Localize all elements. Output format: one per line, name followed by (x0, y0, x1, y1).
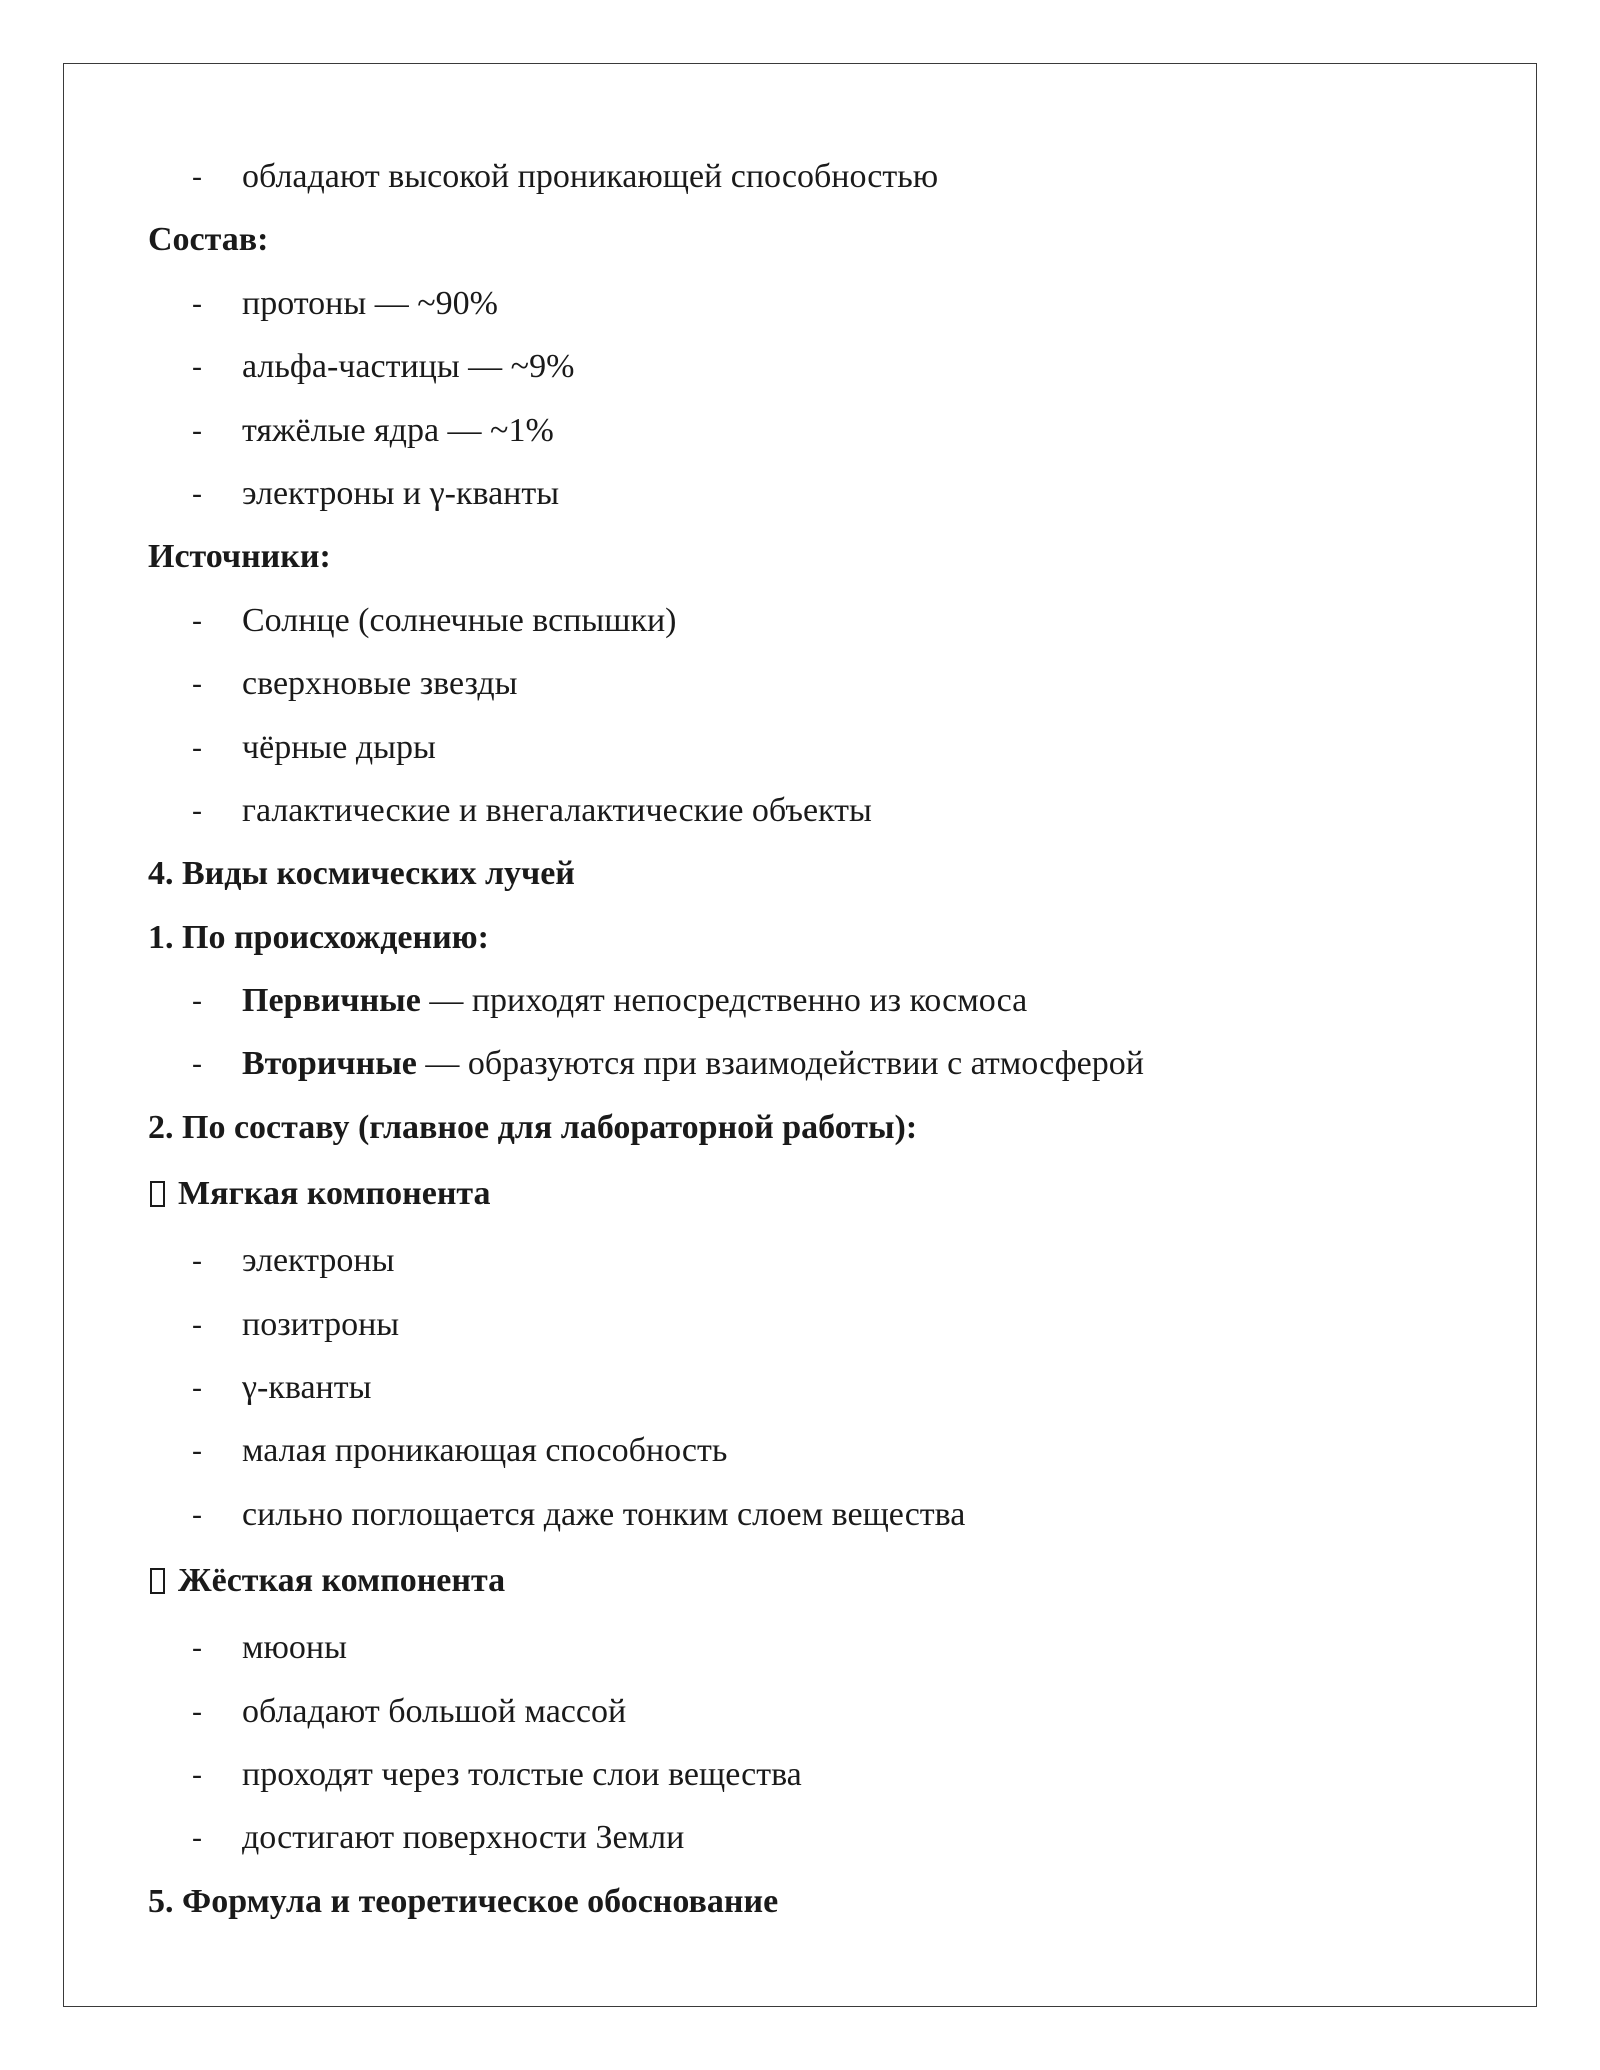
list-item-text: Солнце (солнечные вспышки) (242, 601, 677, 639)
bullet-dash: - (192, 730, 202, 764)
list-item-text: γ-кванты (242, 1369, 372, 1407)
list-item (148, 1356, 1448, 1419)
bullet-dash: - (192, 1244, 202, 1278)
list-item-text: чёрные дыры (242, 728, 436, 766)
list-item-text: сильно поглощается даже тонким слоем вещества (242, 1495, 966, 1533)
list-item (148, 652, 1448, 715)
term-primary: Первичные (242, 982, 421, 1020)
list-item (148, 145, 1448, 208)
soft-component-heading (148, 1159, 1448, 1229)
section-4-heading: 4. Виды космических лучей (148, 855, 575, 893)
bullet-dash: - (192, 667, 202, 701)
missing-glyph-icon (150, 1568, 165, 1594)
list-item (148, 969, 1448, 1032)
list-item (148, 1616, 1448, 1679)
list-item-text: тяжёлые ядра — ~1% (242, 411, 554, 449)
bullet-dash: - (192, 160, 202, 193)
soft-component-label: Мягкая компонента (178, 1175, 491, 1213)
bullet-dash: - (192, 603, 202, 637)
bullet-dash: - (192, 413, 202, 447)
list-item (148, 1806, 1448, 1869)
list-item-text: проходят через толстые слои вещества (242, 1755, 802, 1793)
list-item-text: обладают высокой проникающей способностью (242, 158, 939, 195)
list-item-text: — приходят непосредственно из космоса (420, 982, 1028, 1020)
list-item (148, 1293, 1448, 1356)
list-item (148, 1680, 1448, 1743)
bullet-dash: - (192, 1631, 202, 1665)
list-item (148, 1483, 1448, 1546)
document-content (148, 145, 1448, 1933)
list-item-text: галактические и внегалактические объекты (242, 791, 872, 829)
bullet-dash: - (192, 1047, 202, 1081)
bullet-dash: - (192, 793, 202, 827)
list-item (148, 335, 1448, 398)
bullet-dash: - (192, 1434, 202, 1468)
bullet-dash: - (192, 286, 202, 320)
bullet-dash: - (192, 1821, 202, 1855)
list-item (148, 1229, 1448, 1292)
list-item-text: малая проникающая способность (242, 1432, 728, 1470)
bullet-dash: - (192, 350, 202, 384)
list-item (148, 272, 1448, 335)
list-item (148, 716, 1448, 779)
section-5-heading: 5. Формула и теоретическое обоснование (148, 1882, 779, 1920)
list-item (148, 1032, 1448, 1095)
list-item-text: альфа-частицы — ~9% (242, 348, 575, 386)
composition-heading: Состав: (148, 221, 269, 259)
origin-heading: 1. По происхождению: (148, 918, 489, 956)
bullet-dash: - (192, 984, 202, 1018)
list-item-text: — образуются при взаимодействии с атмосферой (416, 1045, 1144, 1083)
hard-component-label: Жёсткая компонента (178, 1562, 506, 1600)
list-item (148, 1419, 1448, 1482)
missing-glyph-icon (150, 1181, 165, 1207)
composition-2-heading: 2. По составу (главное для лабораторной работы): (148, 1108, 918, 1146)
bullet-dash: - (192, 1757, 202, 1791)
list-item-text: протоны — ~90% (242, 284, 498, 322)
list-item (148, 589, 1448, 652)
list-item-text: электроны и γ-кванты (242, 474, 560, 512)
list-item (148, 1743, 1448, 1806)
sources-heading: Источники: (148, 538, 331, 576)
list-item-text: обладают большой массой (242, 1692, 627, 1730)
term-secondary: Вторичные (242, 1045, 417, 1083)
bullet-dash: - (192, 1497, 202, 1531)
bullet-dash: - (192, 1307, 202, 1341)
list-item-text: достигают поверхности Земли (242, 1819, 685, 1857)
list-item-text: позитроны (242, 1305, 400, 1343)
list-item (148, 462, 1448, 525)
bullet-dash: - (192, 476, 202, 510)
bullet-dash: - (192, 1371, 202, 1405)
hard-component-heading (148, 1546, 1448, 1616)
list-item-text: сверхновые звезды (242, 665, 518, 703)
bullet-dash: - (192, 1694, 202, 1728)
list-item-text: электроны (242, 1242, 395, 1280)
list-item (148, 779, 1448, 842)
list-item (148, 399, 1448, 462)
list-item-text: мюоны (242, 1629, 347, 1667)
